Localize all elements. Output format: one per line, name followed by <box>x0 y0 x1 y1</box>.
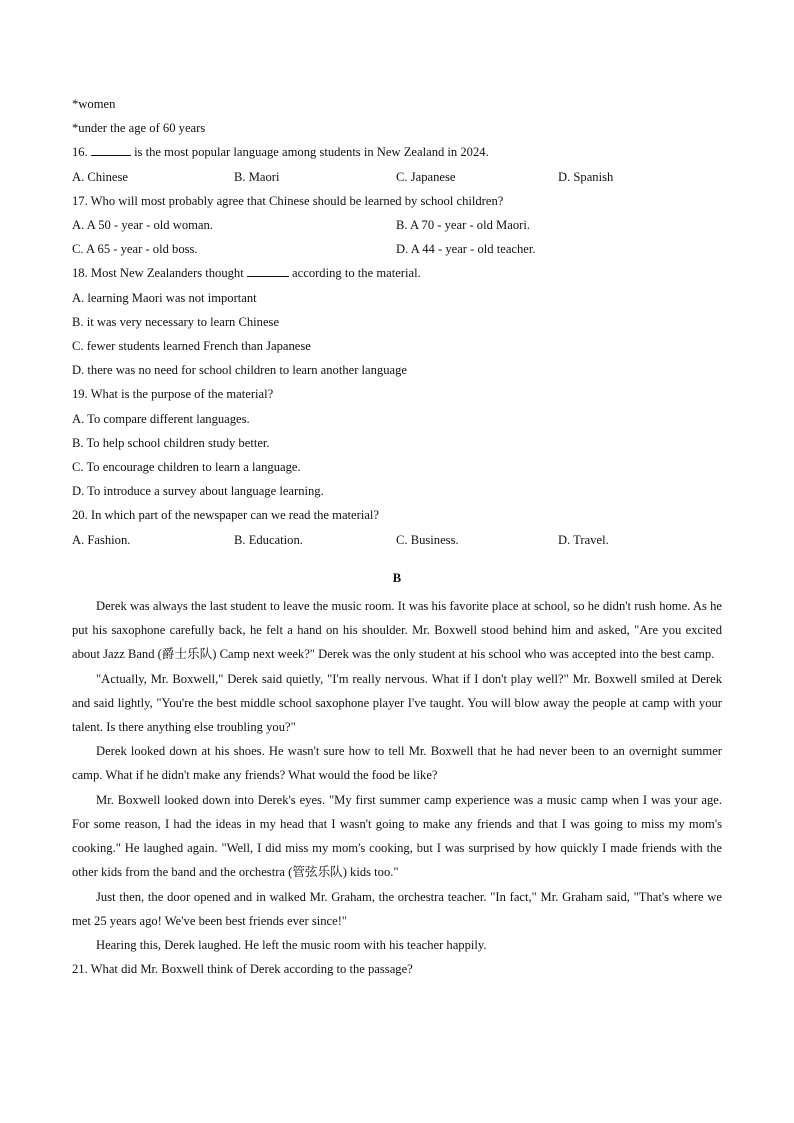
question-16-number: 16. <box>72 145 88 160</box>
question-20: 20. In which part of the newspaper can we read the material? <box>72 508 380 523</box>
note-age: *under the age of 60 years <box>72 121 206 136</box>
option-d: D. A 44 - year - old teacher. <box>396 242 536 257</box>
answer-blank <box>247 264 289 277</box>
option-c: C. Business. <box>396 532 459 547</box>
question-16 <box>72 140 722 164</box>
option-d: D. Spanish <box>558 169 614 184</box>
option-b: B. it was very necessary to learn Chinese <box>72 314 280 329</box>
option-b: B. A 70 - year - old Maori. <box>396 218 530 233</box>
option-c: C. A 65 - year - old boss. <box>72 242 198 257</box>
option-d: D. To introduce a survey about language learning. <box>72 484 324 499</box>
passage-paragraph-6: Hearing this, Derek laughed. He left the music room with his teacher happily. <box>96 937 487 952</box>
option-a: A. To compare different languages. <box>72 411 250 426</box>
answer-blank <box>91 143 131 156</box>
exam-page <box>72 92 722 981</box>
question-17-options-row-2 <box>72 237 722 261</box>
question-17-options-row-1 <box>72 213 722 237</box>
option-d: D. there was no need for school children to learn another language <box>72 363 408 378</box>
option-b: B. Education. <box>234 532 303 547</box>
option-a: A. A 50 - year - old woman. <box>72 218 213 233</box>
option-c: C. To encourage children to learn a language. <box>72 460 301 475</box>
option-a: A. Fashion. <box>72 532 131 547</box>
passage-paragraph-2: "Actually, Mr. Boxwell," Derek said quietly, "I'm really nervous. What if I don't play well?" Mr. Boxwell smiled at Derek and said lightly, "You're the best middle school saxophone player I've taught. You will blow away the people at camp with your talent. Is there anything else troubling you?" <box>72 671 722 735</box>
option-c: C. Japanese <box>396 169 456 184</box>
passage-paragraph-3: Derek looked down at his shoes. He wasn't sure how to tell Mr. Boxwell that he had never been to an overnight summer camp. What if he didn't make any friends? What would the food be like? <box>72 744 722 783</box>
section-heading: B <box>392 570 402 585</box>
question-16-stem: is the most popular language among students in New Zealand in 2024. <box>134 145 489 160</box>
option-b: B. Maori <box>234 169 280 184</box>
question-18-stem-end: according to the material. <box>292 266 421 281</box>
question-21: 21. What did Mr. Boxwell think of Derek according to the passage? <box>72 962 413 977</box>
question-17: 17. Who will most probably agree that Chinese should be learned by school children? <box>72 193 504 208</box>
option-a: A. Chinese <box>72 169 128 184</box>
passage-paragraph-4: Mr. Boxwell looked down into Derek's eyes. "My first summer camp experience was a music camp when I was your age. For some reason, I had the ideas in my head that I wasn't going to make any friends and that I was going to miss my mom's cooking." He laughed again. "Well, I did miss my mom's cooking, but I was surprised by how quickly I made friends with the other kids from the band and the orchestra (管弦乐队) kids too." <box>72 792 722 880</box>
passage-paragraph-5: Just then, the door opened and in walked Mr. Graham, the orchestra teacher. "In fact," Mr. Graham said, "That's where we met 25 years ago! We've been best friends ever since!" <box>72 889 722 928</box>
question-19: 19. What is the purpose of the material? <box>72 387 274 402</box>
passage-paragraph-1: Derek was always the last student to leave the music room. It was his favorite place at school, so he didn't rush home. As he put his saxophone carefully back, he felt a hand on his shoulder. Mr. Boxwell stood behind him and asked, "Are you excited about Jazz Band (爵士乐队) Camp next week?" Derek was the only student at his school who was accepted into the best camp. <box>72 599 722 662</box>
question-18-stem-start: 18. Most New Zealanders thought <box>72 266 244 281</box>
option-c: C. fewer students learned French than Japanese <box>72 339 311 354</box>
note-women: *women <box>72 97 116 111</box>
option-a: A. learning Maori was not important <box>72 290 257 305</box>
option-b: B. To help school children study better. <box>72 435 270 450</box>
question-20-options <box>72 528 722 552</box>
option-d: D. Travel. <box>558 532 609 547</box>
question-18 <box>72 261 722 285</box>
question-16-options <box>72 165 722 189</box>
